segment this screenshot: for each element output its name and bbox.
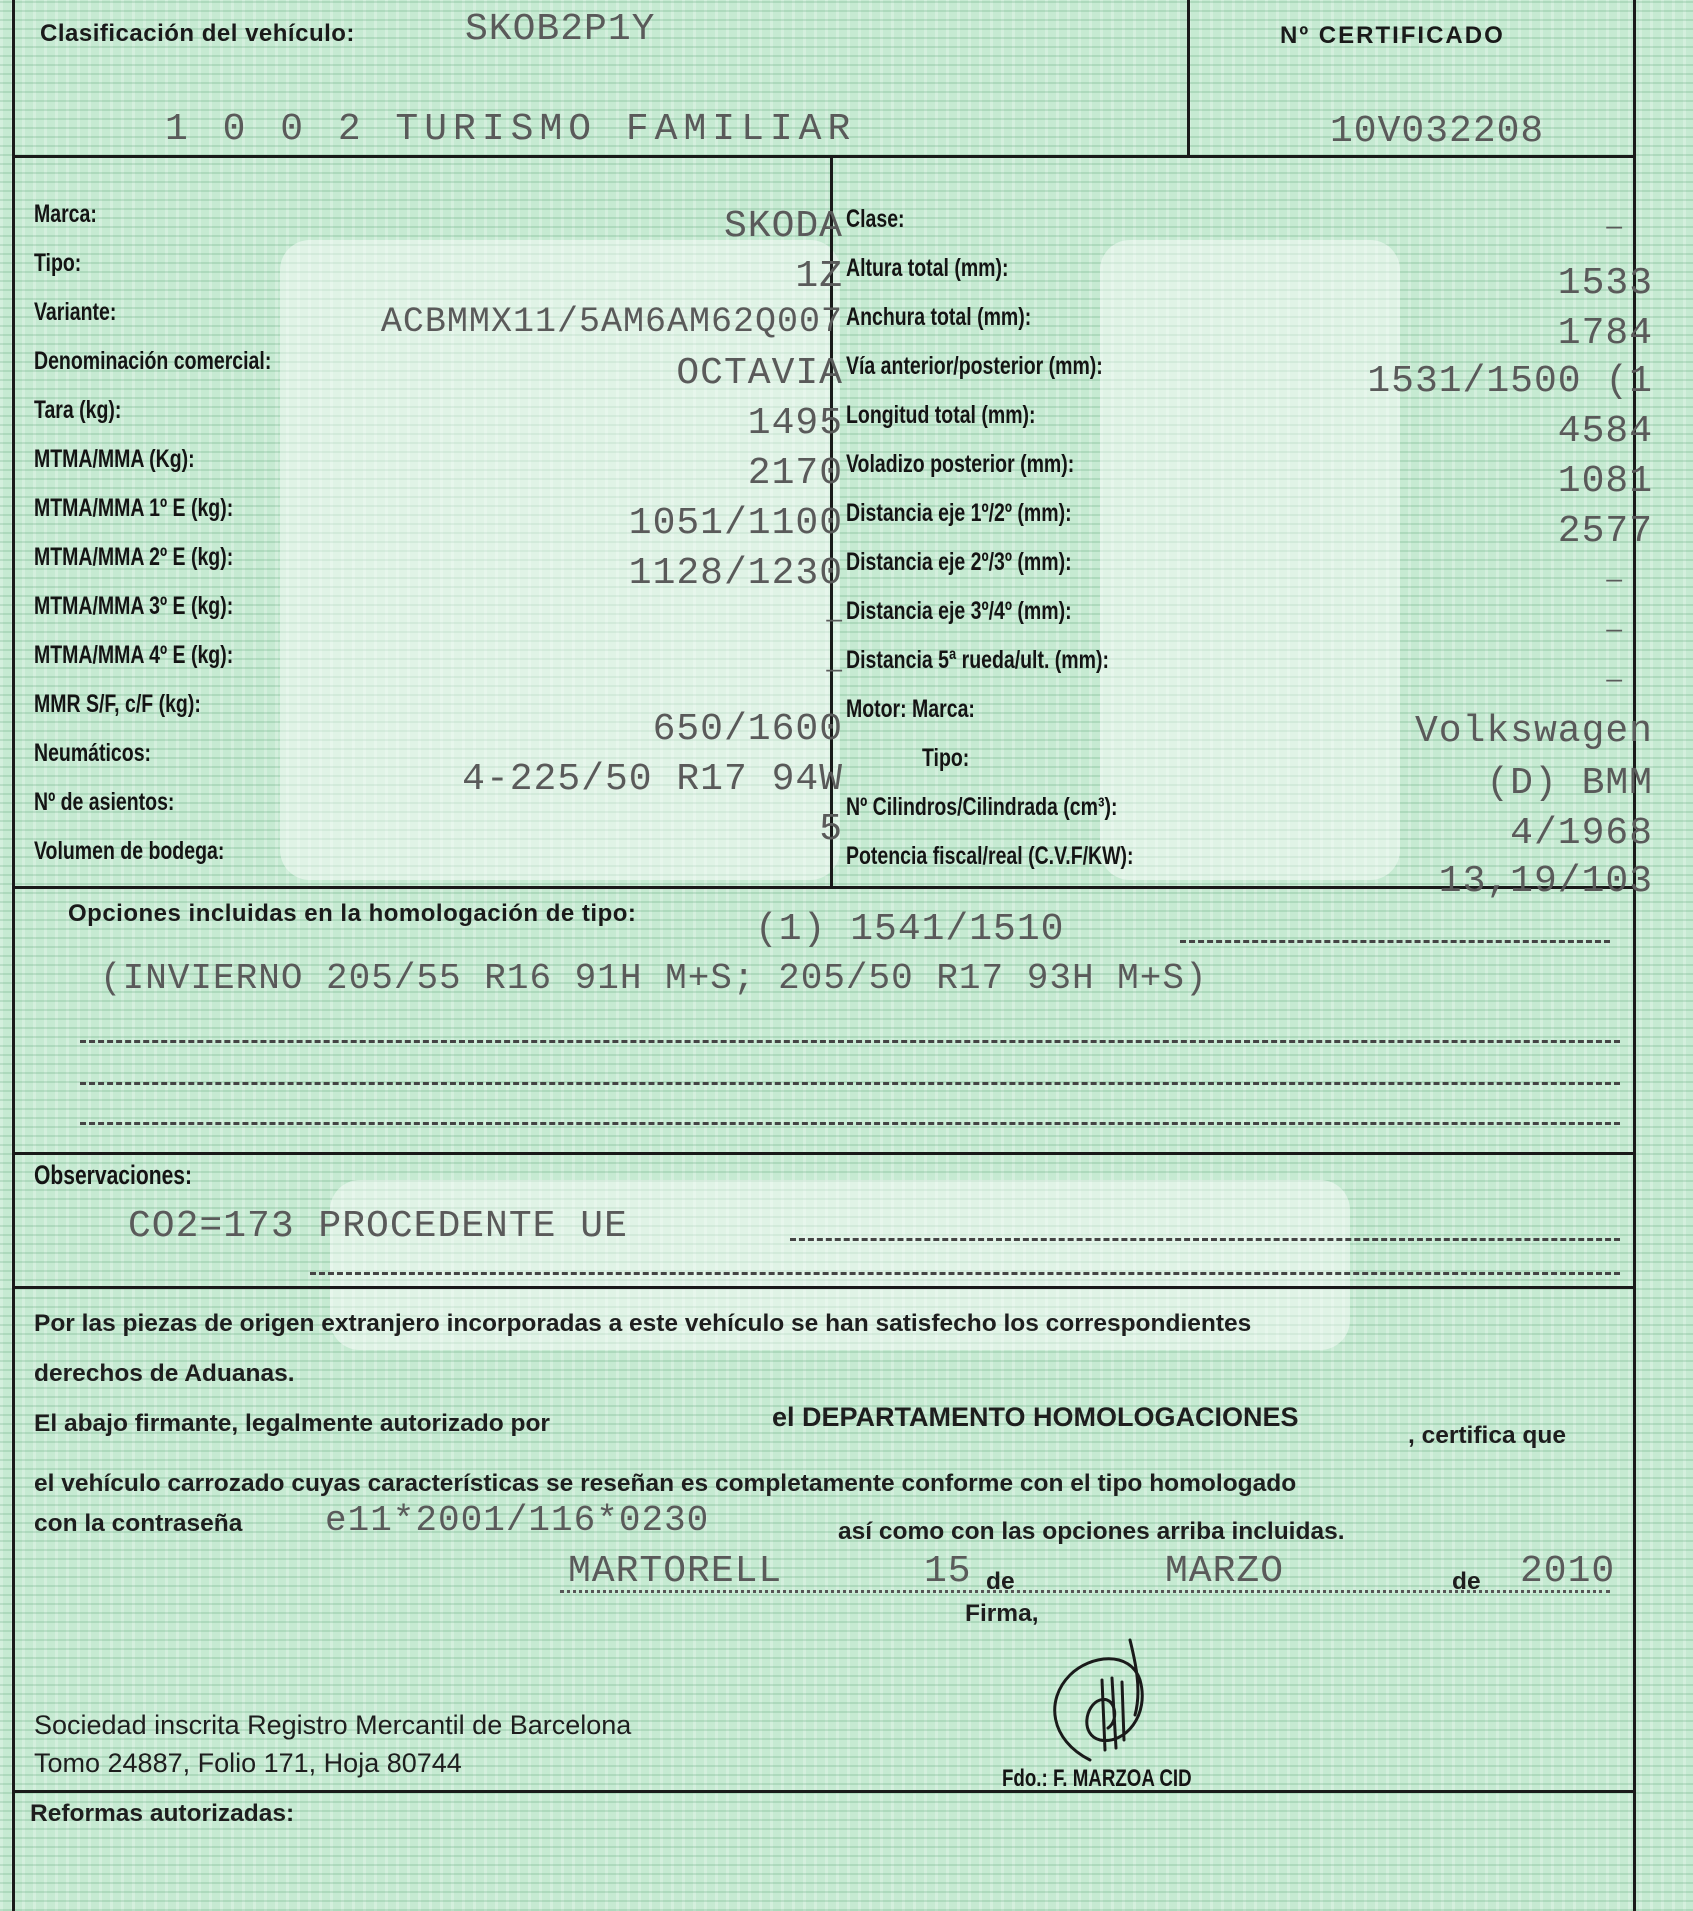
field-value-mtma-3e: — xyxy=(826,605,843,635)
date-place: MARTORELL xyxy=(568,1550,783,1593)
signature-icon xyxy=(1030,1620,1170,1770)
password-post: así como con las opciones arriba incluidas. xyxy=(838,1518,1345,1545)
date-month: MARZO xyxy=(1165,1550,1285,1593)
field-value-eje-34: — xyxy=(1606,615,1623,645)
field-label-mtma-1e: MTMA/MMA 1º E (kg): xyxy=(34,494,234,522)
field-label-marca: Marca: xyxy=(34,200,97,228)
field-label-motor-tipo: Tipo: xyxy=(922,744,970,772)
field-label-longitud: Longitud total (mm): xyxy=(846,401,1036,429)
field-label-voladizo: Voladizo posterior (mm): xyxy=(846,450,1075,478)
field-value-mtma-4e: — xyxy=(826,655,843,685)
options-line-2: (INVIERNO 205/55 R16 91H M+S; 205/50 R17 93H M+S) xyxy=(100,958,1208,999)
options-filler-3 xyxy=(80,1082,1620,1085)
field-value-via: 1531/1500 (1 xyxy=(1367,360,1653,403)
field-value-clase: — xyxy=(1606,212,1623,242)
options-bottom-rule xyxy=(12,1152,1636,1155)
header-bottom-rule xyxy=(12,155,1636,158)
field-label-motor-marca: Motor: Marca: xyxy=(846,695,975,723)
field-value-eje-23: — xyxy=(1606,565,1623,595)
field-label-potencia: Potencia fiscal/real (C.V.F/KW): xyxy=(846,842,1134,870)
faded-area xyxy=(1100,240,1400,880)
certificate-value: 10V032208 xyxy=(1330,110,1545,153)
society-line-2: Tomo 24887, Folio 171, Hoja 80744 xyxy=(34,1748,462,1778)
observations-bottom-rule xyxy=(12,1286,1636,1289)
field-value-bodega: 5 xyxy=(819,808,843,851)
field-label-via: Vía anterior/posterior (mm): xyxy=(846,352,1103,380)
customs-line-2: derechos de Aduanas. xyxy=(34,1360,295,1387)
field-label-quinta-rueda: Distancia 5ª rueda/ult. (mm): xyxy=(846,646,1109,674)
field-value-cilindros: 4/1968 xyxy=(1510,812,1653,855)
field-value-denominacion: OCTAVIA xyxy=(676,352,843,395)
field-value-anchura: 1784 xyxy=(1557,312,1653,355)
signer-post: , certifica que xyxy=(1408,1422,1566,1449)
signature-bottom-rule xyxy=(12,1790,1636,1793)
field-label-asientos: Nº de asientos: xyxy=(34,788,175,816)
options-filler-1 xyxy=(1180,940,1610,943)
options-filler-4 xyxy=(80,1122,1620,1125)
field-label-altura: Altura total (mm): xyxy=(846,254,1009,282)
options-label: Opciones incluidas en la homologación de tipo: xyxy=(68,900,637,927)
field-label-neumaticos: Neumáticos: xyxy=(34,739,152,767)
password-value: e11*2001/116*0230 xyxy=(325,1500,710,1541)
category-value: 1 0 0 2 TURISMO FAMILIAR xyxy=(165,108,857,151)
field-value-motor-marca: Volkswagen xyxy=(1414,710,1653,753)
field-label-mtma-2e: MTMA/MMA 2º E (kg): xyxy=(34,543,234,571)
observations-value: CO2=173 PROCEDENTE UE xyxy=(128,1205,628,1248)
classification-value: SKOB2P1Y xyxy=(465,8,656,51)
field-label-anchura: Anchura total (mm): xyxy=(846,303,1032,331)
field-label-tara: Tara (kg): xyxy=(34,396,122,424)
field-value-variante: ACBMMX11/5AM6AM62Q007 xyxy=(380,302,843,342)
field-value-asientos: 4-225/50 R17 94W xyxy=(462,758,843,801)
firma-label: Firma, xyxy=(965,1600,1039,1627)
field-label-eje-23: Distancia eje 2º/3º (mm): xyxy=(846,548,1072,576)
field-value-neumaticos: 650/1600 xyxy=(652,708,843,751)
field-label-mtma-4e: MTMA/MMA 4º E (kg): xyxy=(34,641,234,669)
date-de-2: de xyxy=(1452,1568,1481,1595)
options-line-1: (1) 1541/1510 xyxy=(755,908,1065,951)
date-year: 2010 xyxy=(1520,1550,1616,1593)
signed-by: Fdo.: F. MARZOA CID xyxy=(1002,1765,1192,1792)
frame-left xyxy=(12,0,15,1911)
field-value-mtma: 2170 xyxy=(747,452,843,495)
field-value-tara: 1495 xyxy=(747,402,843,445)
classification-label: Clasificación del vehículo: xyxy=(40,20,355,47)
field-value-altura: 1533 xyxy=(1557,262,1653,305)
customs-line-1: Por las piezas de origen extranjero incorporadas a este vehículo se han satisfecho los correspondientes xyxy=(34,1310,1252,1337)
options-filler-2 xyxy=(80,1040,1620,1043)
field-label-eje-34: Distancia eje 3º/4º (mm): xyxy=(846,597,1072,625)
field-label-denominacion: Denominación comercial: xyxy=(34,347,272,375)
field-label-cilindros: Nº Cilindros/Cilindrada (cm³): xyxy=(846,793,1118,821)
field-value-eje-12: 2577 xyxy=(1557,510,1653,553)
field-value-potencia: 13,19/103 xyxy=(1438,860,1653,903)
field-label-variante: Variante: xyxy=(34,298,117,326)
signer-pre: El abajo firmante, legalmente autorizado por xyxy=(34,1410,550,1437)
date-day: 15 xyxy=(924,1550,972,1593)
header-divider-vertical xyxy=(1187,0,1190,158)
field-value-motor-tipo: (D) BMM xyxy=(1486,762,1653,805)
conform-line: el vehículo carrozado cuyas características se reseñan es completamente conforme con el tipo homologado xyxy=(34,1470,1297,1497)
field-value-mtma-2e: 1128/1230 xyxy=(628,552,843,595)
department-name: el DEPARTAMENTO HOMOLOGACIONES xyxy=(772,1402,1299,1432)
field-label-mmr: MMR S/F, c/F (kg): xyxy=(34,690,201,718)
reforms-label: Reformas autorizadas: xyxy=(30,1800,295,1827)
password-pre: con la contraseña xyxy=(34,1510,243,1537)
field-label-bodega: Volumen de bodega: xyxy=(34,837,225,865)
observations-label: Observaciones: xyxy=(34,1160,193,1190)
field-value-longitud: 4584 xyxy=(1557,410,1653,453)
observations-filler xyxy=(790,1238,1620,1241)
field-value-voladizo: 1081 xyxy=(1557,460,1653,503)
fields-bottom-rule xyxy=(12,886,1636,889)
field-label-eje-12: Distancia eje 1º/2º (mm): xyxy=(846,499,1072,527)
field-label-clase: Clase: xyxy=(846,205,905,233)
field-label-tipo: Tipo: xyxy=(34,249,82,277)
field-value-quinta-rueda: — xyxy=(1606,665,1623,695)
field-value-marca: SKODA xyxy=(723,205,843,248)
field-label-mtma-3e: MTMA/MMA 3º E (kg): xyxy=(34,592,234,620)
field-value-mtma-1e: 1051/1100 xyxy=(628,502,843,545)
observations-filler-2 xyxy=(310,1272,1620,1275)
date-de-1: de xyxy=(986,1568,1015,1595)
field-label-mtma: MTMA/MMA (Kg): xyxy=(34,445,195,473)
field-value-tipo: 1Z xyxy=(795,255,843,298)
society-line-1: Sociedad inscrita Registro Mercantil de Barcelona xyxy=(34,1710,632,1740)
certificate-label: Nº CERTIFICADO xyxy=(1280,22,1505,49)
